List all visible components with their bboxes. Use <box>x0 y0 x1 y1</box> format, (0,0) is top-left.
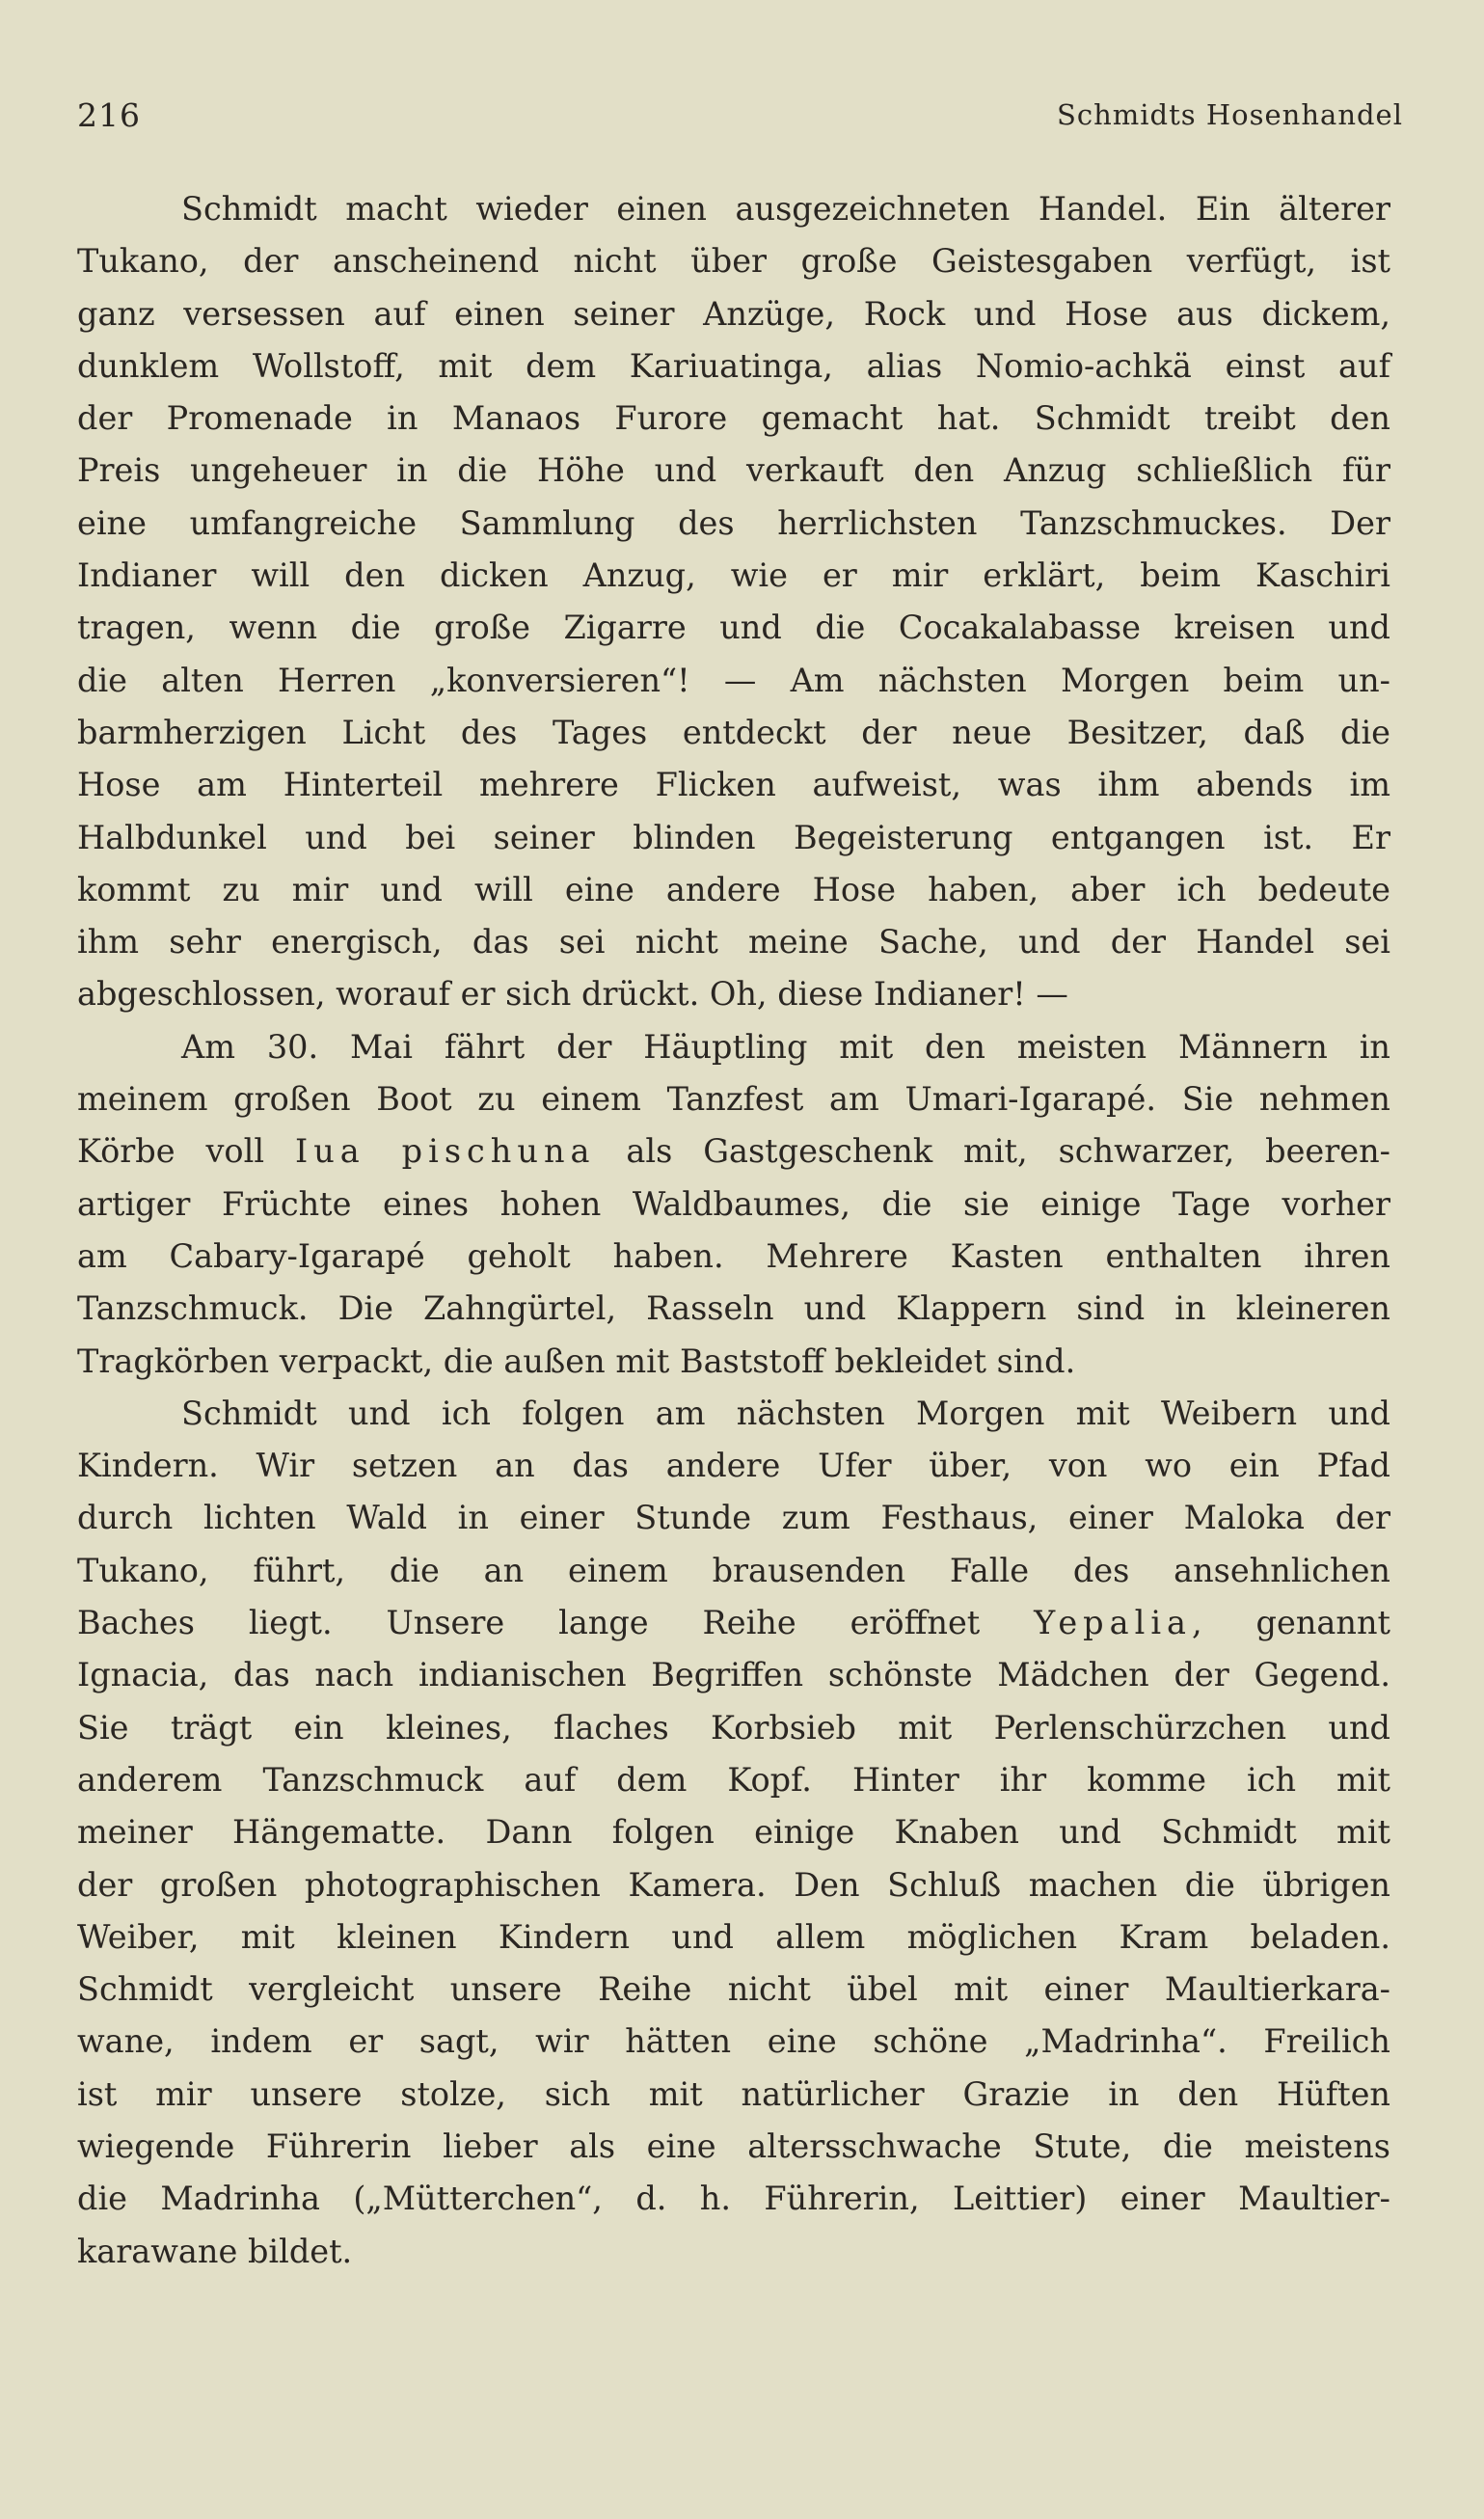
running-head: Schmidts Hosenhandel <box>1057 98 1403 131</box>
text-line: durch lichten Wald in einer Stunde zum Festhaus, einer Maloka der <box>77 1499 1390 1537</box>
text-line: am Cabary-Igarapé geholt haben. Mehrere Kasten enthalten ihren <box>77 1236 1390 1275</box>
text-line: Preis ungeheuer in die Höhe und verkauft den Anzug schließlich für <box>77 451 1390 490</box>
text-line: anderem Tanzschmuck auf dem Kopf. Hinter ihr komme ich mit <box>77 1760 1390 1799</box>
text-line: wane, indem er sagt, wir hätten eine schöne „Madrinha“. Freilich <box>77 2022 1390 2061</box>
text-line: ganz versessen auf einen seiner Anzüge, Rock und Hose aus dickem, <box>77 294 1390 333</box>
text-line: der großen photographischen Kamera. Den Schluß machen die übrigen <box>77 1865 1390 1904</box>
text-segment: , genannt <box>1192 1604 1390 1642</box>
text-line: karawane bildet. <box>77 2232 353 2270</box>
text-line: Hose am Hinterteil mehrere Flicken aufweist, was ihm abends im <box>77 766 1390 804</box>
text-line: eine umfangreiche Sammlung des herrlichsten Tanzschmuckes. Der <box>77 503 1390 542</box>
emphasized-term: Iua pischuna <box>294 1132 596 1171</box>
paragraph-1 <box>77 183 1390 1021</box>
body-text <box>77 183 1390 2278</box>
text-line: tragen, wenn die große Zigarre und die Cocakalabasse kreisen und <box>77 609 1390 647</box>
text-line: Schmidt macht wieder einen ausgezeichneten Handel. Ein älterer <box>181 190 1390 228</box>
text-line: der Promenade in Manaos Furore gemacht hat. Schmidt treibt den <box>77 399 1390 438</box>
text-line: barmherzigen Licht des Tages entdeckt der neue Besitzer, daß die <box>77 713 1390 751</box>
paragraph-2 <box>77 1021 1390 1388</box>
text-line: ist mir unsere stolze, sich mit natürlicher Grazie in den Hüften <box>77 2074 1390 2113</box>
text-line: Weiber, mit kleinen Kindern und allem möglichen Kram beladen. <box>77 1917 1390 1956</box>
text-line: Halbdunkel und bei seiner blinden Begeisterung entgangen ist. Er <box>77 818 1390 856</box>
text-line: Tanzschmuck. Die Zahngürtel, Rasseln und Klappern sind in kleineren <box>77 1289 1390 1328</box>
emphasized-term: Yepalia <box>1034 1604 1193 1642</box>
text-line: Ignacia, das nach indianischen Begriffen schönste Mädchen der Gegend. <box>77 1656 1390 1694</box>
text-line: dunklem Wollstoff, mit dem Kariuatinga, alias Nomio-achkä einst auf <box>77 346 1390 385</box>
text-line: Tragkörben verpackt, die außen mit Baststoff bekleidet sind. <box>77 1341 1076 1380</box>
text-line: ihm sehr energisch, das sei nicht meine Sache, und der Handel sei <box>77 923 1390 962</box>
text-segment: als Gastgeschenk mit, schwarzer, beeren- <box>595 1132 1390 1171</box>
text-line <box>77 1597 1390 1649</box>
text-line: Kindern. Wir setzen an das andere Ufer über, von wo ein Pfad <box>77 1447 1390 1485</box>
text-segment: Körbe voll <box>77 1132 295 1171</box>
page-number: 216 <box>77 96 141 134</box>
text-line: Schmidt und ich folgen am nächsten Morgen mit Weibern und <box>181 1394 1390 1432</box>
text-line: Schmidt vergleicht unsere Reihe nicht übel mit einer Maultierkara- <box>77 1970 1390 2009</box>
text-line: abgeschlossen, worauf er sich drückt. Oh, diese Indianer! — <box>77 975 1068 1014</box>
paragraph-3 <box>77 1388 1390 2278</box>
text-line: Am 30. Mai fährt der Häuptling mit den meisten Männern in <box>181 1027 1390 1066</box>
text-segment: Baches liegt. Unsere lange Reihe eröffnet <box>77 1604 1035 1642</box>
text-line: Tukano, führt, die an einem brausenden Falle des ansehnlichen <box>77 1551 1390 1589</box>
text-line: meinem großen Boot zu einem Tanzfest am Umari-Igarapé. Sie nehmen <box>77 1080 1390 1119</box>
text-line: Sie trägt ein kleines, flaches Korbsieb mit Perlenschürzchen und <box>77 1708 1390 1747</box>
text-line: die Madrinha („Mütterchen“, d. h. Führerin, Leittier) einer Maultier- <box>77 2180 1390 2218</box>
text-line: Indianer will den dicken Anzug, wie er mir erklärt, beim Kaschiri <box>77 556 1390 595</box>
text-line: Tukano, der anscheinend nicht über große Geistesgaben verfügt, ist <box>77 242 1390 281</box>
text-line: wiegende Führerin lieber als eine altersschwache Stute, die meistens <box>77 2126 1390 2165</box>
text-line: meiner Hängematte. Dann folgen einige Knaben und Schmidt mit <box>77 1813 1390 1852</box>
text-line: kommt zu mir und will eine andere Hose haben, aber ich bedeute <box>77 870 1390 908</box>
text-line <box>77 1125 1390 1178</box>
text-line: die alten Herren „konversieren“! — Am nächsten Morgen beim un- <box>77 661 1390 699</box>
text-line: artiger Früchte eines hohen Waldbaumes, die sie einige Tage vorher <box>77 1184 1390 1223</box>
page-header <box>77 96 1403 145</box>
